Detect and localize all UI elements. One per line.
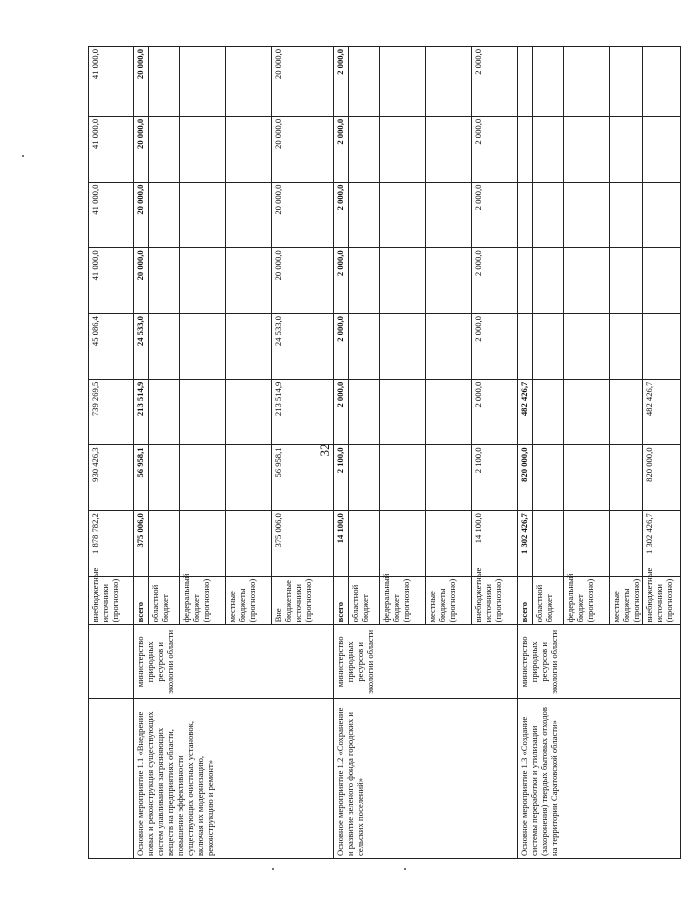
value-cell — [380, 182, 426, 248]
value-cell — [518, 248, 533, 314]
value-cell: 2 000,0 — [472, 379, 518, 445]
value-cell — [564, 379, 610, 445]
value-cell — [380, 445, 426, 511]
value-cell — [226, 248, 272, 314]
funding-source: федеральный бюджет (прогнозно) — [564, 576, 610, 625]
value-cell — [610, 116, 643, 182]
value-cell — [380, 116, 426, 182]
value-cell: 20 000,0 — [272, 248, 334, 314]
value-cell: 20 000,0 — [134, 248, 149, 314]
value-cell — [564, 47, 610, 117]
funding-source: Вне бюджетные источники (прогнозно) — [272, 576, 334, 625]
scan-speck — [404, 868, 406, 870]
value-cell: 2 000,0 — [472, 47, 518, 117]
value-cell: 24 533,0 — [134, 314, 149, 380]
value-cell: 2 000,0 — [334, 379, 349, 445]
value-cell — [610, 47, 643, 117]
value-cell: 20 000,0 — [272, 182, 334, 248]
value-cell — [610, 379, 643, 445]
value-cell — [349, 248, 380, 314]
responsible-executor: министерство природных ресурсов и экологии области — [134, 625, 334, 699]
value-cell: 2 000,0 — [472, 116, 518, 182]
value-cell: 482 426,7 — [518, 379, 533, 445]
value-cell: 1 878 782,2 — [89, 511, 134, 577]
value-cell — [643, 116, 681, 182]
funding-source: местные бюджеты (прогнозно) — [426, 576, 472, 625]
value-cell — [533, 314, 564, 380]
responsible-executor: министерство природных ресурсов и экологии области — [518, 625, 681, 699]
value-cell: 41 000,0 — [89, 47, 134, 117]
value-cell — [610, 248, 643, 314]
funding-source: внебюджетные источники (прогнозно) — [472, 576, 518, 625]
value-cell — [149, 182, 180, 248]
value-cell — [180, 511, 226, 577]
value-cell — [349, 511, 380, 577]
value-cell — [149, 379, 180, 445]
value-cell: 2 100,0 — [472, 445, 518, 511]
value-cell — [533, 445, 564, 511]
table-row — [518, 47, 533, 859]
value-cell: 2 000,0 — [472, 248, 518, 314]
value-cell — [643, 182, 681, 248]
value-cell — [518, 47, 533, 117]
funding-source: областной бюджет — [533, 576, 564, 625]
funding-source: местные бюджеты (прогнозно) — [226, 576, 272, 625]
scan-speck — [272, 868, 274, 870]
value-cell — [426, 314, 472, 380]
empty-cell — [89, 699, 134, 859]
value-cell — [349, 445, 380, 511]
value-cell: 375 006,0 — [134, 511, 149, 577]
value-cell — [643, 248, 681, 314]
value-cell — [226, 182, 272, 248]
value-cell: 2 000,0 — [334, 116, 349, 182]
value-cell — [426, 379, 472, 445]
table-body — [89, 47, 681, 859]
value-cell: 45 086,4 — [89, 314, 134, 380]
value-cell — [533, 379, 564, 445]
value-cell — [564, 116, 610, 182]
value-cell — [426, 445, 472, 511]
value-cell — [226, 445, 272, 511]
value-cell — [564, 314, 610, 380]
value-cell — [610, 314, 643, 380]
value-cell — [610, 445, 643, 511]
value-cell — [226, 116, 272, 182]
value-cell — [180, 182, 226, 248]
value-cell — [533, 511, 564, 577]
value-cell — [533, 248, 564, 314]
value-cell — [518, 182, 533, 248]
value-cell — [349, 47, 380, 117]
funding-source: областной бюджет — [149, 576, 180, 625]
value-cell — [426, 511, 472, 577]
value-cell — [149, 511, 180, 577]
value-cell — [610, 182, 643, 248]
value-cell: 482 426,7 — [643, 379, 681, 445]
value-cell — [349, 116, 380, 182]
value-cell — [533, 47, 564, 117]
funding-source: федеральный бюджет (прогнозно) — [180, 576, 226, 625]
value-cell — [610, 511, 643, 577]
value-cell — [149, 314, 180, 380]
value-cell: 2 100,0 — [334, 445, 349, 511]
value-cell — [380, 379, 426, 445]
table-row — [134, 47, 149, 859]
value-cell — [149, 248, 180, 314]
value-cell: 930 426,3 — [89, 445, 134, 511]
funding-source: всего — [334, 576, 349, 625]
value-cell: 20 000,0 — [134, 47, 149, 117]
value-cell: 2 000,0 — [472, 314, 518, 380]
value-cell — [226, 314, 272, 380]
value-cell: 1 302 426,7 — [518, 511, 533, 577]
value-cell: 820 000,0 — [643, 445, 681, 511]
value-cell — [180, 116, 226, 182]
value-cell: 375 006,0 — [272, 511, 334, 577]
value-cell: 2 000,0 — [334, 314, 349, 380]
value-cell: 20 000,0 — [272, 47, 334, 117]
measure-description: Основное мероприятие 1.3 «Создание системы переработки и утилизации (захоронения) твердых бытовых отходов на территории Саратовской области» — [518, 699, 681, 859]
empty-cell — [89, 625, 134, 699]
funding-source: областной бюджет — [349, 576, 380, 625]
value-cell — [564, 182, 610, 248]
responsible-executor: министерство природных ресурсов и экологии области — [334, 625, 518, 699]
value-cell — [533, 116, 564, 182]
value-cell — [226, 511, 272, 577]
budget-table — [88, 46, 681, 859]
value-cell: 24 533,0 — [272, 314, 334, 380]
value-cell: 20 000,0 — [134, 182, 149, 248]
value-cell — [426, 116, 472, 182]
funding-source: всего — [134, 576, 149, 625]
value-cell — [349, 314, 380, 380]
value-cell: 56 958,1 — [134, 445, 149, 511]
value-cell — [643, 314, 681, 380]
value-cell: 2 000,0 — [334, 248, 349, 314]
value-cell: 213 514,9 — [272, 379, 334, 445]
value-cell: 41 000,0 — [89, 182, 134, 248]
value-cell — [518, 314, 533, 380]
table-row — [334, 47, 349, 859]
value-cell — [180, 47, 226, 117]
value-cell: 14 100,0 — [334, 511, 349, 577]
value-cell: 739 269,5 — [89, 379, 134, 445]
value-cell: 2 000,0 — [334, 47, 349, 117]
value-cell — [226, 47, 272, 117]
funding-source: федеральный бюджет (прогнозно) — [380, 576, 426, 625]
value-cell: 14 100,0 — [472, 511, 518, 577]
value-cell — [180, 445, 226, 511]
rotated-page — [88, 46, 674, 859]
value-cell — [349, 182, 380, 248]
funding-source: внебюджетные источники (прогнозно) — [643, 576, 681, 625]
funding-source: местные бюджеты (прогнозно) — [610, 576, 643, 625]
value-cell — [149, 47, 180, 117]
value-cell — [380, 511, 426, 577]
table-row-carryover — [89, 47, 134, 859]
value-cell — [643, 47, 681, 117]
value-cell — [380, 47, 426, 117]
value-cell — [564, 511, 610, 577]
value-cell — [149, 116, 180, 182]
value-cell: 41 000,0 — [89, 116, 134, 182]
value-cell — [180, 248, 226, 314]
funding-source: всего — [518, 576, 533, 625]
value-cell — [380, 314, 426, 380]
source-cell: внебюджетные источники (прогнозно) — [89, 576, 134, 625]
value-cell: 820 000,0 — [518, 445, 533, 511]
scan-speck — [22, 155, 24, 157]
value-cell: 20 000,0 — [134, 116, 149, 182]
value-cell — [426, 248, 472, 314]
value-cell — [180, 379, 226, 445]
value-cell: 2 000,0 — [472, 182, 518, 248]
value-cell — [149, 445, 180, 511]
measure-description: Основное мероприятие 1.2 «Сохранение и развитие зеленого фонда городских и сельских поселений» — [334, 699, 518, 859]
value-cell: 2 000,0 — [334, 182, 349, 248]
measure-description: Основное мероприятие 1.1 «Внедрение новых и реконструкция существующих систем улавливания загрязняющих веществ на предприятиях области, повышение эффективности существующих очистных установок, включая их модернизацию, реконструкцию и ремонт» — [134, 699, 334, 859]
value-cell — [426, 47, 472, 117]
value-cell: 56 958,1 — [272, 445, 334, 511]
value-cell: 1 302 426,7 — [643, 511, 681, 577]
value-cell — [180, 314, 226, 380]
value-cell — [426, 182, 472, 248]
page-number: 32 — [317, 443, 332, 457]
value-cell: 20 000,0 — [272, 116, 334, 182]
value-cell — [349, 379, 380, 445]
value-cell — [564, 445, 610, 511]
value-cell: 41 000,0 — [89, 248, 134, 314]
value-cell — [564, 248, 610, 314]
value-cell — [518, 116, 533, 182]
value-cell — [226, 379, 272, 445]
value-cell: 213 514,9 — [134, 379, 149, 445]
value-cell — [380, 248, 426, 314]
value-cell — [533, 182, 564, 248]
